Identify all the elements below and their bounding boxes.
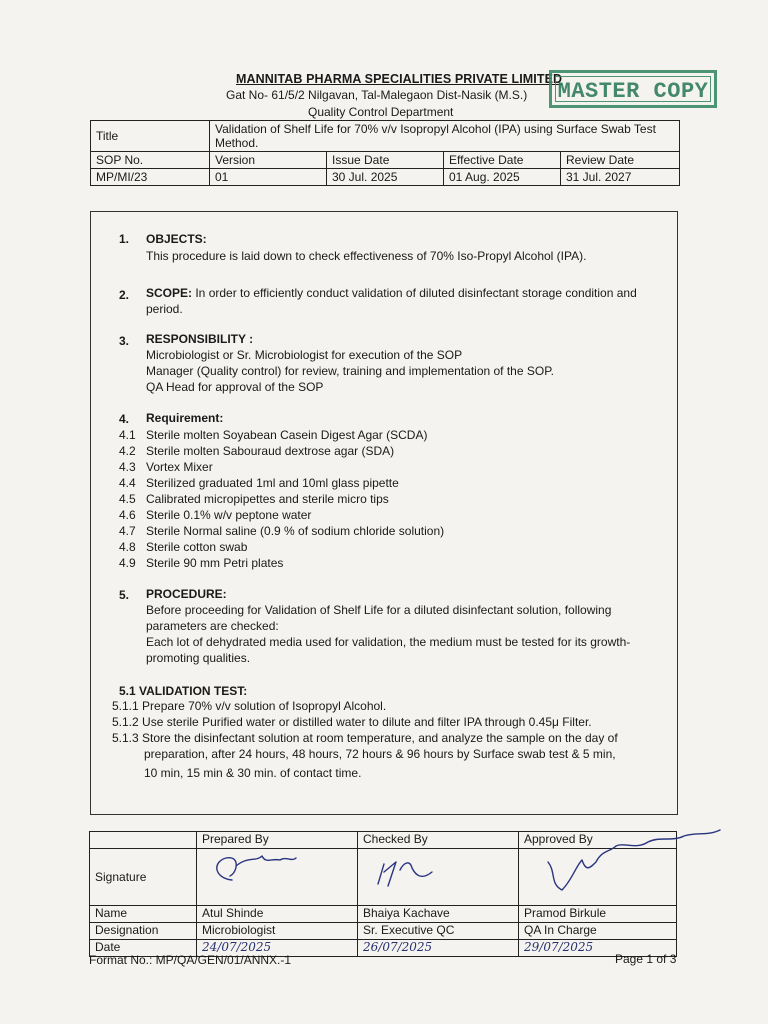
val-review-date: 31 Jul. 2027: [561, 169, 680, 186]
section-5-line: promoting qualities.: [146, 651, 251, 665]
section-1-number: 1.: [119, 232, 130, 246]
section-2-line-2: period.: [146, 302, 183, 316]
section-5-line: parameters are checked:: [146, 619, 279, 633]
requirement-text: Sterile molten Sabouraud dextrose agar (SDA): [146, 444, 395, 458]
section-3-line: Manager (Quality control) for review, training and implementation of the SOP.: [146, 364, 554, 378]
designation-checked: Sr. Executive QC: [358, 923, 519, 940]
title-label: Title: [91, 121, 210, 152]
section-4-number: 4.: [119, 412, 130, 426]
row-signature-label: Signature: [90, 849, 197, 906]
requirement-text: Sterile cotton swab: [146, 540, 248, 554]
section-2-heading: SCOPE:: [146, 286, 193, 300]
section-3-line: QA Head for approval of the SOP: [146, 380, 324, 394]
requirement-number: 4.2: [119, 444, 136, 458]
val-issue-date: 30 Jul. 2025: [327, 169, 444, 186]
step-number: 5.1.3: [112, 731, 139, 745]
section-2-line-1: [146, 285, 637, 301]
hdr-version: Version: [210, 152, 327, 169]
requirement-number: 4.8: [119, 540, 136, 554]
department-name: Quality Control Department: [308, 105, 454, 119]
page-number: Page 1 of 3: [615, 952, 677, 966]
section-3-heading: RESPONSIBILITY :: [146, 332, 254, 346]
col-checked-by: Checked By: [358, 832, 519, 849]
val-sop-no: MP/MI/23: [91, 169, 210, 186]
section-5-line: Before proceeding for Validation of Shelf Life for a diluted disinfectant solution, following: [146, 603, 612, 617]
col-approved-by: Approved By: [519, 832, 677, 849]
val-version: 01: [210, 169, 327, 186]
section-5-heading: PROCEDURE:: [146, 587, 227, 601]
requirement-text: Sterile molten Soyabean Casein Digest Agar (SCDA): [146, 428, 428, 442]
signature-checked: [358, 849, 519, 906]
step-text: Prepare 70% v/v solution of Isopropyl Alcohol.: [142, 699, 387, 713]
step-number: 5.1.1: [112, 699, 139, 713]
hdr-sop-no: SOP No.: [91, 152, 210, 169]
company-address: Gat No- 61/5/2 Nilgavan, Tal-Malegaon Dist-Nasik (M.S.): [226, 88, 528, 102]
designation-approved: QA In Charge: [519, 923, 677, 940]
requirement-number: 4.1: [119, 428, 136, 442]
requirement-number: 4.4: [119, 476, 136, 490]
date-prepared: 24/07/2025: [197, 940, 358, 957]
signoff-corner: [90, 832, 197, 849]
section-3-line: Microbiologist or Sr. Microbiologist for execution of the SOP: [146, 348, 463, 362]
name-prepared: Atul Shinde: [197, 906, 358, 923]
date-checked: 26/07/2025: [358, 940, 519, 957]
section-1-text: This procedure is laid down to check effectiveness of 70% Iso-Propyl Alcohol (IPA).: [146, 249, 587, 263]
section-2-text: In order to efficiently conduct validation of diluted disinfectant storage condition and: [192, 286, 637, 300]
section-5-line: Each lot of dehydrated media used for validation, the medium must be tested for its growth-: [146, 635, 631, 649]
requirement-text: Sterile Normal saline (0.9 % of sodium chloride solution): [146, 524, 445, 538]
signoff-table: [89, 831, 677, 957]
requirement-text: Sterile 90 mm Petri plates: [146, 556, 284, 570]
step-text: Store the disinfectant solution at room temperature, and analyze the sample on the day of: [142, 731, 618, 745]
requirement-number: 4.6: [119, 508, 136, 522]
requirement-number: 4.3: [119, 460, 136, 474]
row-name-label: Name: [90, 906, 197, 923]
requirement-text: Sterilized graduated 1ml and 10ml glass pipette: [146, 476, 399, 490]
section-2-number: 2.: [119, 288, 130, 302]
title-value: Validation of Shelf Life for 70% v/v Isopropyl Alcohol (IPA) using Surface Swab Test Method.: [210, 121, 680, 152]
step-text: Use sterile Purified water or distilled water to dilute and filter IPA through 0.45μ Filter.: [142, 715, 592, 729]
company-name: MANNITAB PHARMA SPECIALITIES PRIVATE LIMITED: [236, 72, 563, 86]
signature-prepared: [197, 849, 358, 906]
val-effective-date: 01 Aug. 2025: [444, 169, 561, 186]
requirement-text: Calibrated micropipettes and sterile micro tips: [146, 492, 389, 506]
name-approved: Pramod Birkule: [519, 906, 677, 923]
hdr-issue-date: Issue Date: [327, 152, 444, 169]
designation-prepared: Microbiologist: [197, 923, 358, 940]
section-3-number: 3.: [119, 334, 130, 348]
requirement-number: 4.9: [119, 556, 136, 570]
validation-step: [112, 698, 386, 714]
validation-test-heading: 5.1 VALIDATION TEST:: [119, 684, 248, 698]
requirement-number: 4.5: [119, 492, 136, 506]
row-designation-label: Designation: [90, 923, 197, 940]
requirement-number: 4.7: [119, 524, 136, 538]
hdr-effective-date: Effective Date: [444, 152, 561, 169]
col-prepared-by: Prepared By: [197, 832, 358, 849]
signature-approved: [519, 849, 677, 906]
validation-step: [112, 714, 592, 730]
validation-step-continued: 10 min, 15 min & 30 min. of contact time.: [144, 766, 362, 780]
step-number: 5.1.2: [112, 715, 139, 729]
row-date-label: Date: [90, 940, 197, 957]
section-1-heading: OBJECTS:: [146, 232, 207, 246]
requirement-text: Vortex Mixer: [146, 460, 213, 474]
section-4-heading: Requirement:: [146, 411, 224, 425]
name-checked: Bhaiya Kachave: [358, 906, 519, 923]
section-5-number: 5.: [119, 588, 130, 602]
validation-step-continued: preparation, after 24 hours, 48 hours, 72 hours & 96 hours by Surface swab test & 5 min,: [144, 747, 616, 761]
validation-step: [112, 730, 618, 746]
date-approved: 29/07/2025: [519, 940, 677, 957]
requirement-text: Sterile 0.1% w/v peptone water: [146, 508, 312, 522]
hdr-review-date: Review Date: [561, 152, 680, 169]
sop-header-table: [90, 120, 680, 186]
format-number: Format No.: MP/QA/GEN/01/ANNX.-1: [89, 953, 292, 967]
master-copy-stamp: MASTER COPY: [549, 70, 717, 108]
